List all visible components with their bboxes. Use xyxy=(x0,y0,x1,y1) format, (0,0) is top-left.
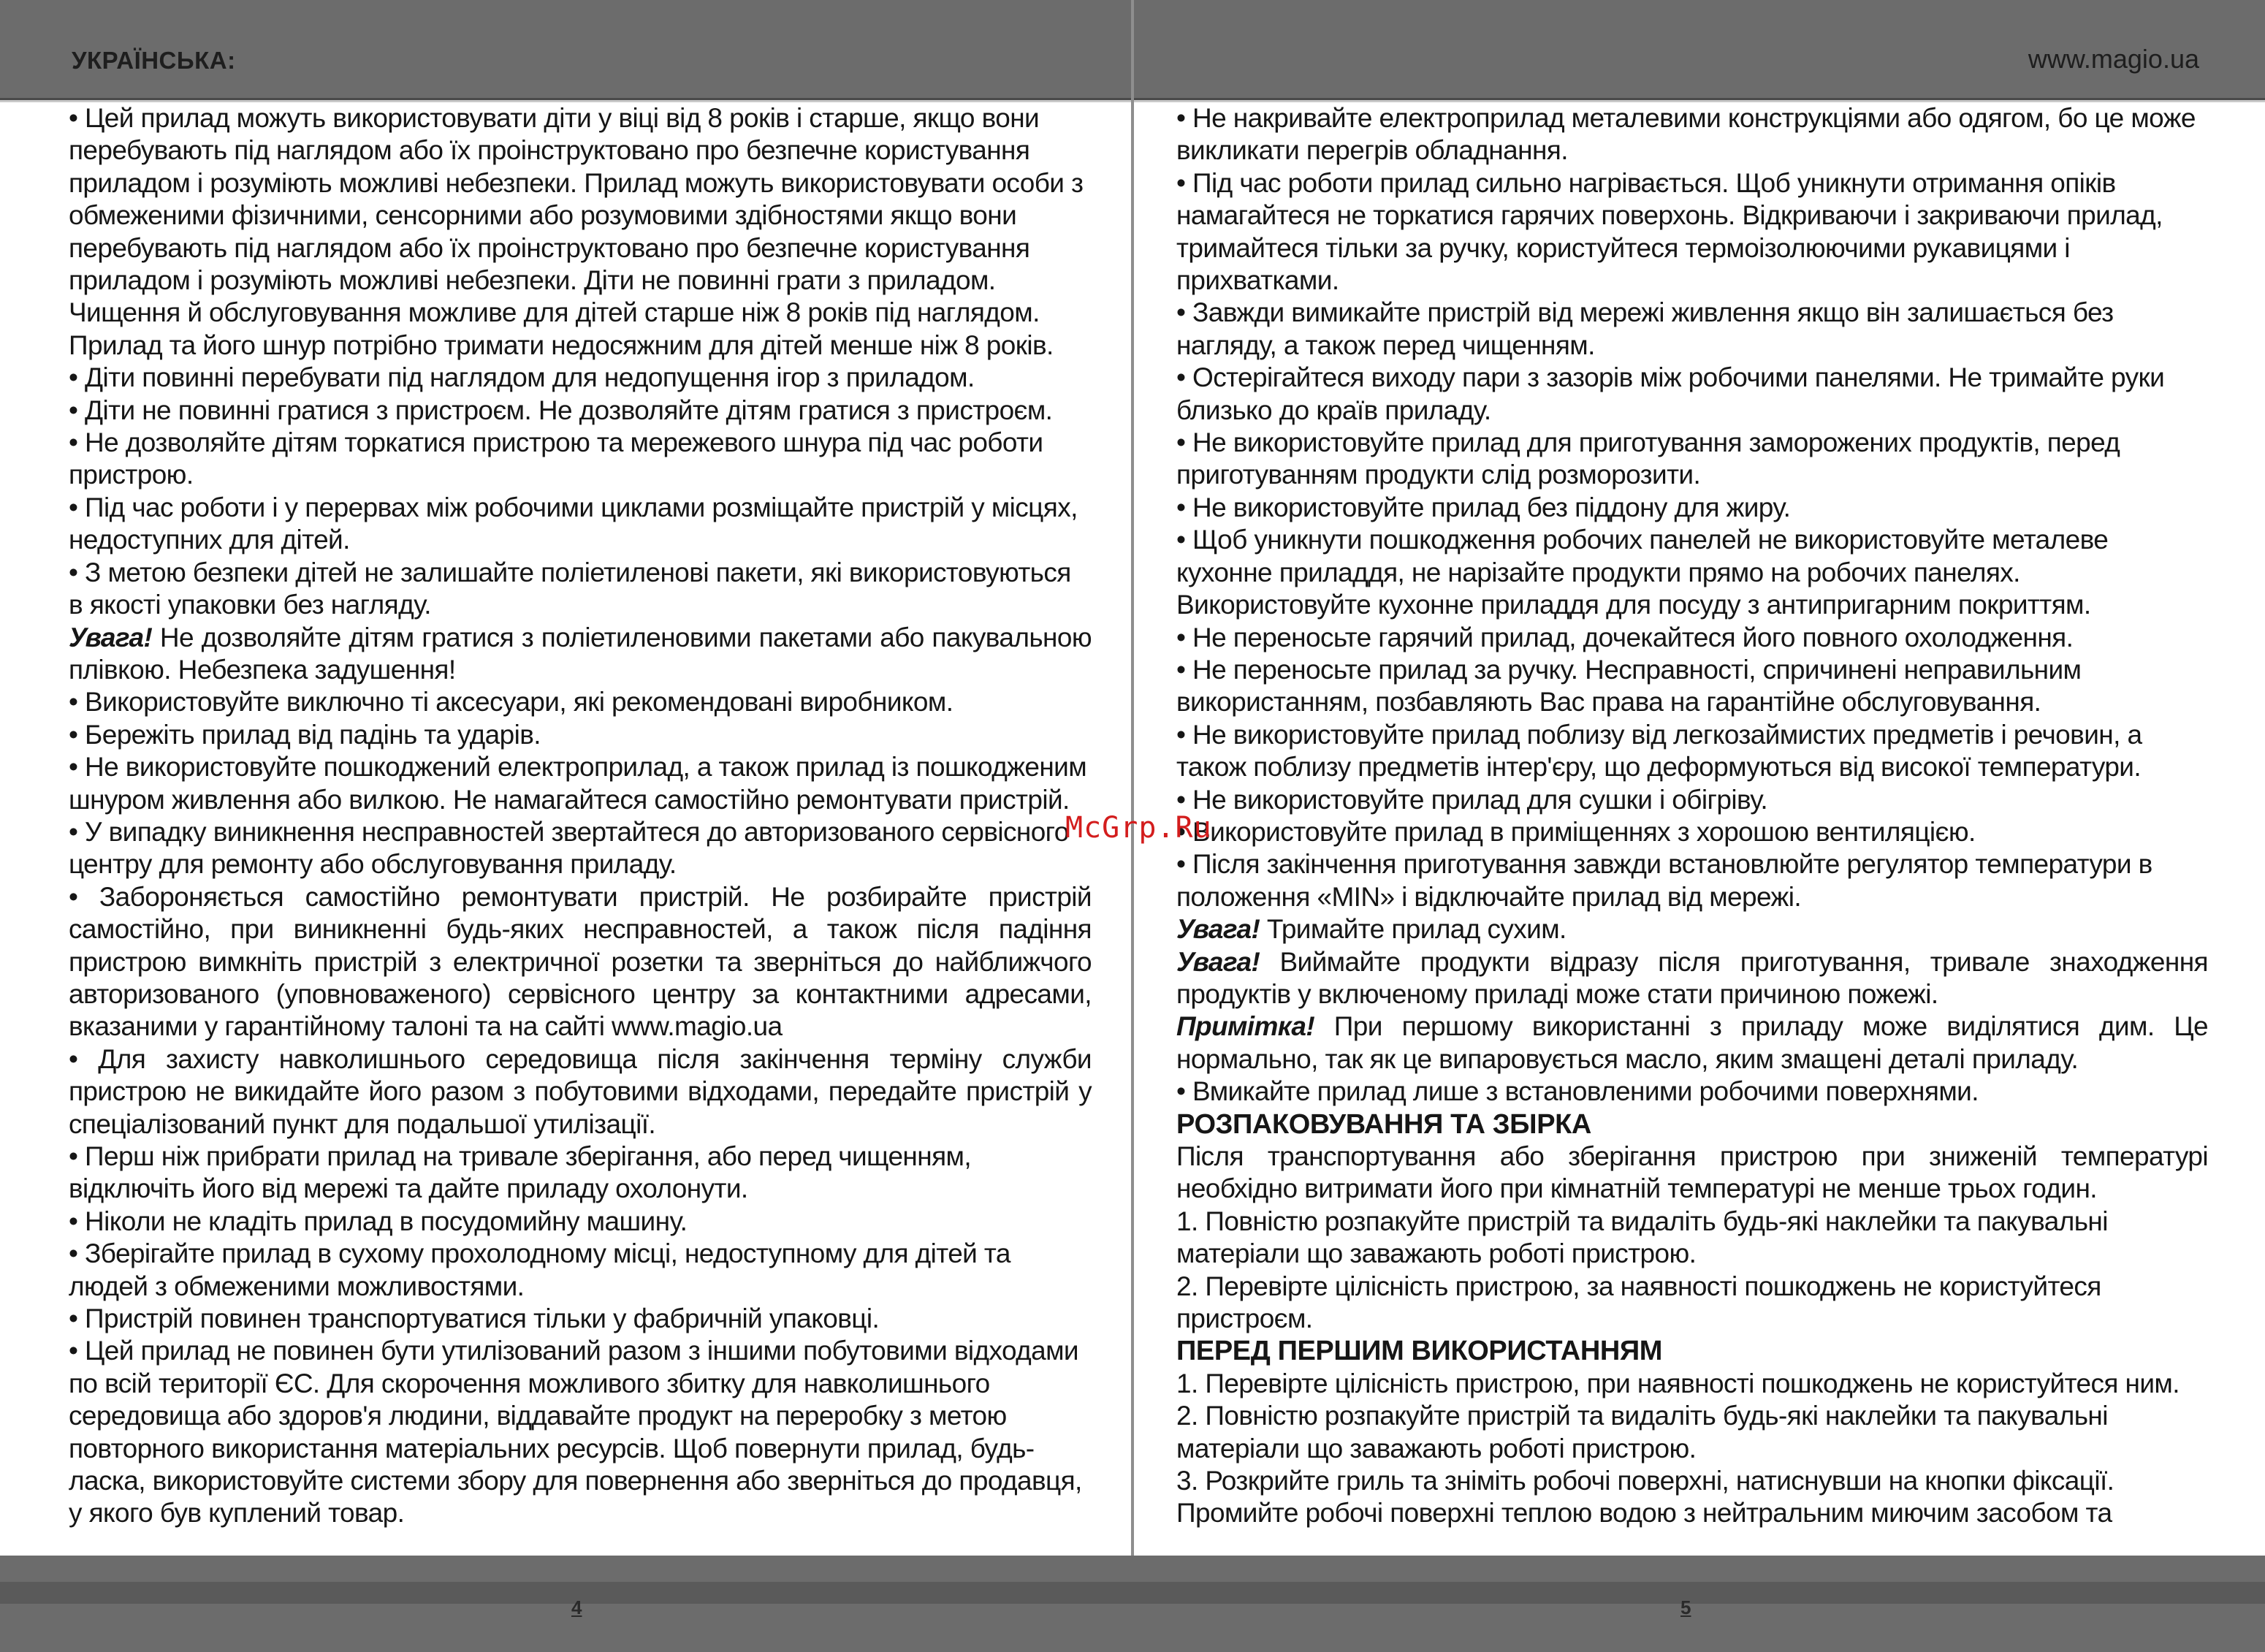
page-number-left: 4 xyxy=(571,1596,582,1618)
paragraph: 2. Перевірте цілісність пристрою, за наявності пошкоджень не користуйтеся пристроєм. xyxy=(1176,1271,2101,1334)
paragraph: • Перш ніж прибрати прилад на тривале зберігання, або перед чищенням, відключіть його від мережі та дайте приладу охолонути. xyxy=(69,1141,972,1204)
warning-paragraph xyxy=(1176,913,2208,945)
paragraph: • Не використовуйте прилад для сушки і обігріву. xyxy=(1176,784,1768,815)
paragraph: • З метою безпеки дітей не залишайте поліетиленові пакети, які використовуються в якості упаковки без нагляду. xyxy=(69,557,1071,620)
note-label: Примітка! xyxy=(1176,1011,1315,1042)
paragraph: 1. Перевірте цілісність пристрою, при наявності пошкоджень не користуйтеся ним. xyxy=(1176,1368,2180,1398)
page-number-right: 5 xyxy=(1680,1596,1691,1618)
paragraph: • Не використовуйте пошкоджений електроприлад, а також прилад із пошкодженим шнуром живлення або вилкою. Не намагайтеся самостійно ремонтувати пристрій. xyxy=(69,752,1087,815)
paragraph: • Бережіть прилад від падінь та ударів. xyxy=(69,719,541,750)
paragraph: • Ніколи не кладіть прилад в посудомийну машину. xyxy=(69,1206,688,1236)
warning-text: Виймайте продукти відразу після приготування, тривале знаходження продуктів у включеному приладі може стати причиною пожежі. xyxy=(1176,946,2208,1009)
paragraph: • Пристрій повинен транспортуватися тільки у фабричній упаковці. xyxy=(69,1303,880,1334)
section-heading-unpacking: РОЗПАКОВУВАННЯ ТА ЗБІРКА xyxy=(1176,1108,1591,1140)
paragraph: • Забороняється самостійно ремонтувати пристрій. Не розбирайте пристрій самостійно, при виникненні будь-яких несправностей, а також після падіння пристрою вимкніть пристрій з електричної розетки та зверніться до найближчого авторизованого (уповноваженого) сервісного центру за контактними адресами, вказаними у гарантійному талоні та на сайті www.magio.ua xyxy=(69,881,1092,1042)
paragraph: 1. Повністю розпакуйте пристрій та видаліть будь-які наклейки та пакувальні матеріали що заважають роботі пристрою. xyxy=(1176,1206,2108,1269)
right-page-text xyxy=(1176,102,2208,1530)
paragraph: • Цей прилад не повинен бути утилізований разом з іншими побутовими відходами по всій території ЄС. Для скорочення можливого збитку для навколишнього середовища або здоров'я людини, віддавайте продукт на переробку з метою повторного використання матеріальних ресурсів. Щоб повернути прилад, будь-ласка, використовуйте системи збору для повернення або зверніться до продавця, у якого був куплений товар. xyxy=(69,1336,1082,1529)
paragraph: • Цей прилад можуть використовувати діти у віці від 8 років і старше, якщо вони перебувають під наглядом або їх проінструктовано про безпечне користування приладом і розуміють можливі небезпеки. Прилад можуть використовувати особи з обмеженими фізичними, сенсорними або розумовими здібностями якщо вони перебувають під наглядом або їх проінструктовано про безпечне користування приладом і розуміють можливі небезпеки. Діти не повинні грати з приладом. Чищення й обслуговування можливе для дітей старше ніж 8 років під наглядом. Прилад та його шнур потрібно тримати недосяжним для дітей менше ніж 8 років. xyxy=(69,103,1084,360)
footer-band xyxy=(0,1582,2265,1604)
paragraph: • Після закінчення приготування завжди встановлюйте регулятор температури в положення «MIN» і відключайте прилад від мережі. xyxy=(1176,849,2152,912)
watermark: McGrp.Ru xyxy=(1065,811,1212,845)
website-link[interactable]: www.magio.ua xyxy=(2028,44,2199,74)
paragraph: • Не використовуйте прилад поблизу від легкозаймистих предметів і речовин, а також поблизу предметів інтер'єру, що деформуються від високої температури. xyxy=(1176,719,2142,783)
warning-text: Не дозволяйте дітям гратися з поліетиленовими пакетами або пакувальною плівкою. Небезпека задушення! xyxy=(69,622,1092,685)
warning-label: Увага! xyxy=(1176,946,1260,977)
paragraph: • Зберігайте прилад в сухому прохолодному місці, недоступному для дітей та людей з обмеженими можливостями. xyxy=(69,1238,1010,1301)
paragraph: • Не використовуйте прилад без піддону для жиру. xyxy=(1176,492,1791,522)
paragraph: • Не накривайте електроприлад металевими конструкціями або одягом, бо це може викликати перегрів обладнання. xyxy=(1176,103,2196,166)
paragraph: • Щоб уникнути пошкодження робочих панелей не використовуйте металеве кухонне приладдя, не нарізайте продукти прямо на робочих панелях. Використовуйте кухонне приладдя для посуду з антипригарним покриттям. xyxy=(1176,525,2109,620)
paragraph: • Не використовуйте прилад для приготування заморожених продуктів, перед приготуванням продукти слід розморозити. xyxy=(1176,427,2120,490)
paragraph: • Під час роботи прилад сильно нагрівається. Щоб уникнути отримання опіків намагайтеся не торкатися гарячих поверхонь. Відкриваючи і закриваючи прилад, тримайтеся тільки за ручку, користуйтеся термоізолюючими рукавицями і прихватками. xyxy=(1176,167,2163,296)
paragraph: 3. Розкрийте гриль та зніміть робочі поверхні, натиснувши на кнопки фіксації. Промийте робочі поверхні теплою водою з нейтральним миючим засобом та xyxy=(1176,1466,2114,1529)
paragraph: • Діти не повинні гратися з пристроєм. Не дозволяйте дітям гратися з пристроєм. xyxy=(69,395,1053,425)
warning-label: Увага! xyxy=(69,622,153,652)
paragraph: • Використовуйте прилад в приміщеннях з хорошою вентиляцією. xyxy=(1176,816,1976,847)
section-heading-first-use: ПЕРЕД ПЕРШИМ ВИКОРИСТАННЯМ xyxy=(1176,1336,1663,1367)
warning-text: Тримайте прилад сухим. xyxy=(1260,914,1567,945)
paragraph: • Завжди вимикайте пристрій від мережі живлення якщо він залишається без нагляду, а також перед чищенням. xyxy=(1176,297,2114,360)
paragraph: • Не переносьте гарячий прилад, дочекайтеся його повного охолодження. xyxy=(1176,622,2074,652)
paragraph: Після транспортування або зберігання пристрою при зниженій температурі необхідно витримати його при кімнатній температурі не менше трьох годин. xyxy=(1176,1141,2208,1204)
paragraph: • Вмикайте прилад лише з встановленими робочими поверхнями. xyxy=(1176,1076,1979,1107)
paragraph: • У випадку виникнення несправностей звертайтеся до авторизованого сервісного центру для ремонту або обслуговування приладу. xyxy=(69,816,1069,880)
paragraph: • Не дозволяйте дітям торкатися пристрою та мережевого шнура під час роботи пристрою. xyxy=(69,427,1043,490)
right-page xyxy=(1134,102,2265,1556)
page-footer xyxy=(0,1556,2265,1652)
left-page xyxy=(0,102,1131,1556)
warning-paragraph xyxy=(1176,946,2208,1011)
paragraph: • Для захисту навколишнього середовища після закінчення терміну служби пристрою не викидайте його разом з побутовими відходами, передайте пристрій у спеціалізований пункт для подальшої утилізації. xyxy=(69,1043,1092,1139)
paragraph: • Остерігайтеся виходу пари з зазорів між робочими панелями. Не тримайте руки близько до країв приладу. xyxy=(1176,362,2165,425)
left-page-text xyxy=(69,102,1092,1530)
paragraph: • Використовуйте виключно ті аксесуари, які рекомендовані виробником. xyxy=(69,687,953,717)
language-label: УКРАЇНСЬКА: xyxy=(72,47,236,74)
warning-label: Увага! xyxy=(1176,914,1260,945)
note-text: При першому використанні з приладу може виділятися дим. Це нормально, так як це випаровується масло, яким змащені деталі приладу. xyxy=(1176,1011,2208,1074)
paragraph: • Не переносьте прилад за ручку. Несправності, спричинені неправильним використанням, позбавляють Вас права на гарантійне обслуговування. xyxy=(1176,654,2082,717)
paragraph: • Діти повинні перебувати під наглядом для недопущення ігор з приладом. xyxy=(69,362,975,393)
warning-paragraph xyxy=(69,622,1092,687)
note-paragraph xyxy=(1176,1010,2208,1076)
paragraph: • Під час роботи і у перервах між робочими циклами розміщайте пристрій у місцях, недоступних для дітей. xyxy=(69,492,1078,555)
paragraph: 2. Повністю розпакуйте пристрій та видаліть будь-які наклейки та пакувальні матеріали що заважають роботі пристрою. xyxy=(1176,1401,2108,1463)
